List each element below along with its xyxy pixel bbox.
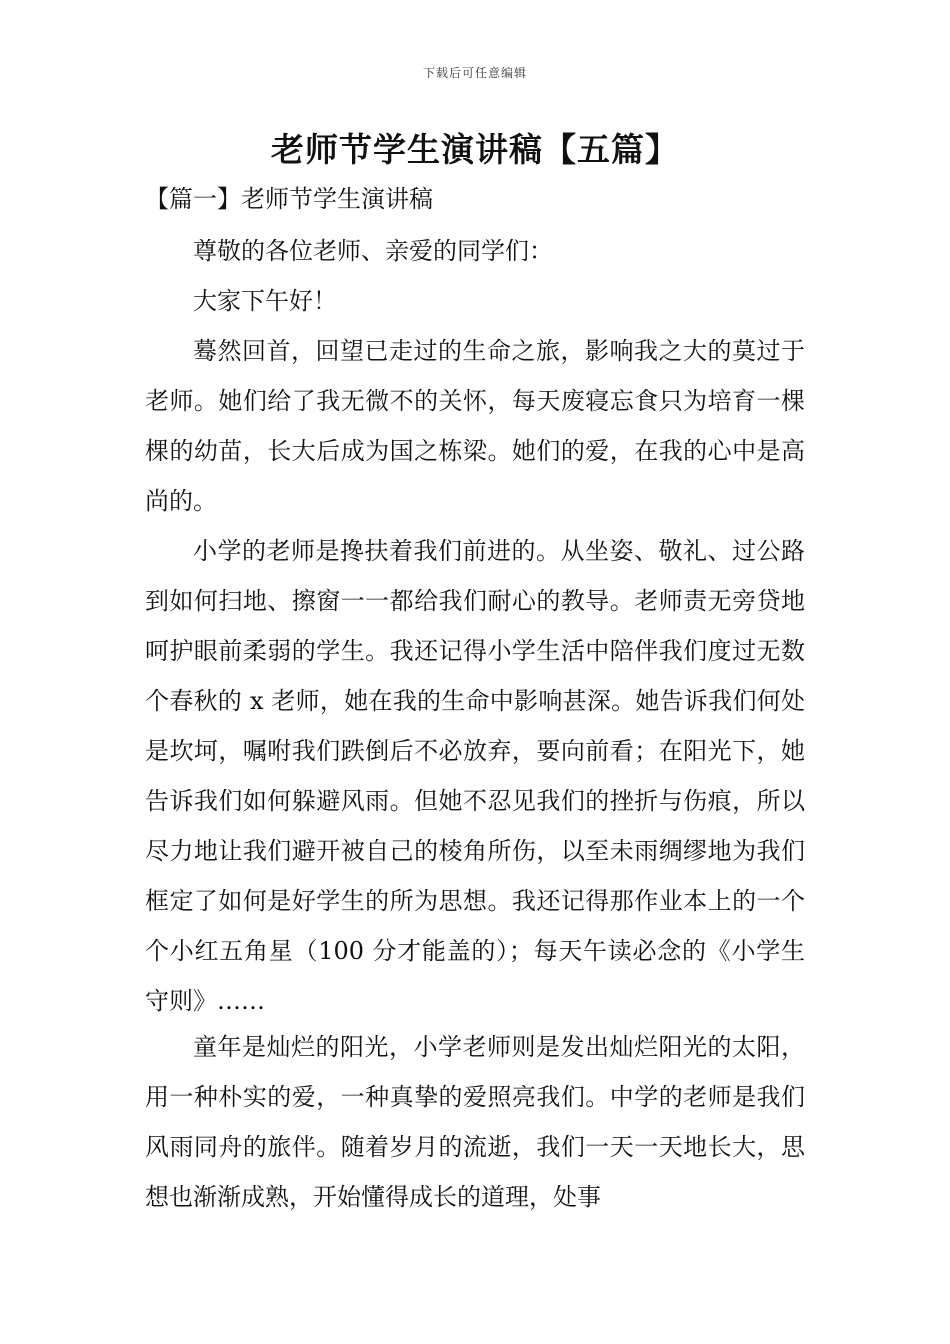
- body-paragraph-2: [145, 526, 805, 1026]
- paragraph-text: 大家下午好！: [193, 287, 337, 315]
- section-heading: 【篇一】老师节学生演讲稿: [145, 185, 433, 213]
- salutation-paragraph: [145, 276, 805, 326]
- document-title: 老师节学生演讲稿【五篇】: [271, 130, 679, 169]
- greeting-paragraph: [145, 226, 805, 276]
- paragraph-text: 童年是灿烂的阳光，小学老师则是发出灿烂阳光的太阳，用一种朴实的爱，一种真挚的爱照亮我们。中学的老师是我们风雨同舟的旅伴。随着岁月的流逝，我们一天一天地长大，思想也渐渐成熟，开始懂得成长的道理，处事: [145, 1033, 805, 1211]
- body-paragraph-3: [145, 1022, 805, 1222]
- paragraph-text: 尊敬的各位老师、亲爱的同学们：: [193, 237, 553, 265]
- body-paragraph-1: [145, 326, 805, 526]
- page-header-note: 下载后可任意编辑: [422, 66, 527, 80]
- paragraph-text: 蓦然回首，回望已走过的生命之旅，影响我之大的莫过于老师。她们给了我无微不的关怀，每天废寝忘食只为培育一棵棵的幼苗，长大后成为国之栋梁。她们的爱，在我的心中是高尚的。: [145, 337, 805, 515]
- paragraph-text: 小学的老师是搀扶着我们前进的。从坐姿、敬礼、过公路到如何扫地、擦窗一一都给我们耐心的教导。老师责无旁贷地呵护眼前柔弱的学生。我还记得小学生活中陪伴我们度过无数个春秋的 x 老师，她在我的生命中影响甚深。她告诉我们何处是坎坷，嘱咐我们跌倒后不必放弃，要向前看；在阳光下，她告诉我们如何躲避风雨。但她不忍见我们的挫折与伤痕，所以尽力地让我们避开被自己的棱角所伤，以至未雨绸缪地为我们框定了如何是好学生的所为思想。我还记得那作业本上的一个个小红五角星（100 分才能盖的）；每天午读必念的《小学生守则》……: [145, 537, 805, 1015]
